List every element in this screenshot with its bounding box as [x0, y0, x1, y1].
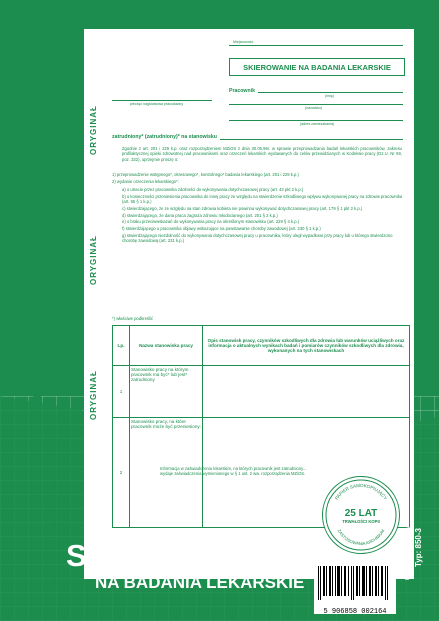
- original-label-2: ORYGINAŁ: [89, 235, 98, 285]
- point-1: 1) przeprowadzenie wstępnego*, okresowego*, kontrolnego* badania lekarskiego (art. 201 i 229 k.p.): [112, 172, 299, 177]
- col-name: Nazwa stanowiska pracy: [130, 326, 203, 366]
- barcode-number: 5 906858 002164: [323, 608, 387, 616]
- position-line[interactable]: [220, 139, 403, 140]
- employee-surname-line[interactable]: [229, 104, 403, 105]
- reason-item: b) o konieczności przeniesienia pracownika do innej pracy ze względu na stwierdzenie szkodliwego wpływu wykonywanej pracy na zdrowie pracownika (art. 55 § 1 k.p.): [122, 193, 403, 205]
- reason-item: a) o utracie przez pracownika zdolności do wykonywania dotychczasowej pracy (art. 43 pkt 2 k.p.): [122, 187, 304, 192]
- brand-address: tel. 32 243 20 91 · fax 32 243 19 80 · ul. Ks. Sokołowska 7 · 41-608 Świętochłowice: [53, 420, 58, 587]
- place-line[interactable]: [229, 45, 403, 46]
- brand-name: © Michalczyk i Prokop: [30, 380, 44, 498]
- row-lp: 2: [113, 418, 130, 528]
- reason-item: g) stwierdzającego niezdolność do wykonywania dotychczasowej pracy u pracownika, który uległ wypadkowi przy pracy lub u którego stwierdzono chorobę zawodową (art. 231 k.p.): [122, 233, 393, 244]
- employee-firstname-line[interactable]: [258, 92, 403, 93]
- seal-sub-text: TRWAŁOŚCI KOPII: [342, 519, 380, 524]
- original-label-1: ORYGINAŁ: [89, 105, 98, 155]
- col-description: Opis stanowisk pracy, czynników szkodliwych dla zdrowia lub warunków uciążliwych oraz informacja o aktualnych wynikach badań i pomiarów czynników szkodliwych dla zdrowia, wykonanych na tych stanowiskach: [203, 326, 410, 366]
- point-2: 2) wydanie orzeczenia lekarskiego*:: [112, 179, 179, 184]
- seal-bottom-text: ZASTOSOWANIA ARCHIWUM: [336, 528, 386, 547]
- reason-item: e) o braku przeciwwskazań do wykonywania pracy na określonym stanowisku (art. 229 § 4 k.p.): [122, 219, 300, 225]
- form-title: SKIEROWANIE NA BADANIA LEKARSKIE: [229, 58, 405, 76]
- position-label: zatrudniony* (zatrudniony)* na stanowisku: [112, 134, 217, 140]
- intro-paragraph: Zgodnie z art. 201 i 229 k.p. oraz rozporządzeniem MZiOS z dnia 30.05.96r. w sprawie przeprowadzania badań lekarskich pracowników, zakresu profilaktycznej opieki zdrowotnej nad pracownikami oraz orzeczeń lekarskich wydawanych do celów przewidzianych w Kodeksie pracy (Dz.U. Nr 69, poz. 332), uprzejmie proszę o:: [122, 146, 402, 162]
- row-description[interactable]: [203, 366, 410, 418]
- footnote: *) właściwe podkreślić: [112, 316, 153, 321]
- reason-item: f) stwierdzającego u pracownika objawy wskazujące na powstawanie choroby zawodowej (art. 230 § 1 k.p.): [122, 226, 321, 232]
- employer-stamp-line[interactable]: [112, 100, 212, 101]
- firstname-label: (imię): [325, 94, 334, 98]
- bottom-note: Informacja w zaświadczeniu lekarskim, na których pracownik jest zatrudniony... wydaje zaświadczenia wymienionego w § 1 ust. 2 ww. rozporządzenia MZiOS.: [160, 466, 307, 477]
- row-lp: 1: [113, 366, 130, 418]
- table-row: [113, 366, 410, 418]
- seal-top-text: PAPIER SAMOKOPIUJĄCY: [334, 482, 388, 501]
- reason-item: c) stwierdzającego, że ze względu na stan zdrowia kobieta nie powinna wykonywać dotychczasowej pracy (art. 179 § 1 pkt 2 k.p.): [122, 205, 363, 211]
- reasons-list: [122, 187, 404, 245]
- employee-label: Pracownik: [229, 88, 255, 94]
- col-lp: Lp.: [113, 326, 130, 366]
- seal-main-text: 25 LAT: [344, 508, 378, 519]
- place-label: Miejscowość: [233, 40, 254, 44]
- row-name[interactable]: Stanowisko pracy, na które pracownik może być przeniesiony:: [130, 418, 203, 528]
- surname-label: (nazwisko): [305, 106, 323, 110]
- cover-title: SKIEROWANIE: [66, 538, 281, 573]
- address-label: (adres zamieszkania): [300, 122, 335, 126]
- reason-item: d) stwierdzającego, że dana praca zagraża zdrowiu młodocianego (art. 201 § 2 k.p.): [122, 212, 278, 218]
- row-name[interactable]: Stanowisko pracy na którym pracownik ma być* lub jest* zatrudniony: [130, 366, 203, 418]
- side-label-2: Typ: 850-3: [414, 528, 423, 567]
- cover-subtitle: NA BADANIA LEKARSKIE: [95, 573, 305, 592]
- side-label-1: DRUK SAMOKOPIUJĄCY: [405, 520, 411, 581]
- original-label-3: ORYGINAŁ: [89, 370, 98, 420]
- barcode: [314, 564, 396, 614]
- employer-stamp-label: pieczęć nagłówkowa pracodawcy: [130, 102, 184, 106]
- address-line[interactable]: [229, 120, 403, 121]
- durability-seal: [322, 476, 400, 554]
- barcode-bars: [314, 564, 396, 604]
